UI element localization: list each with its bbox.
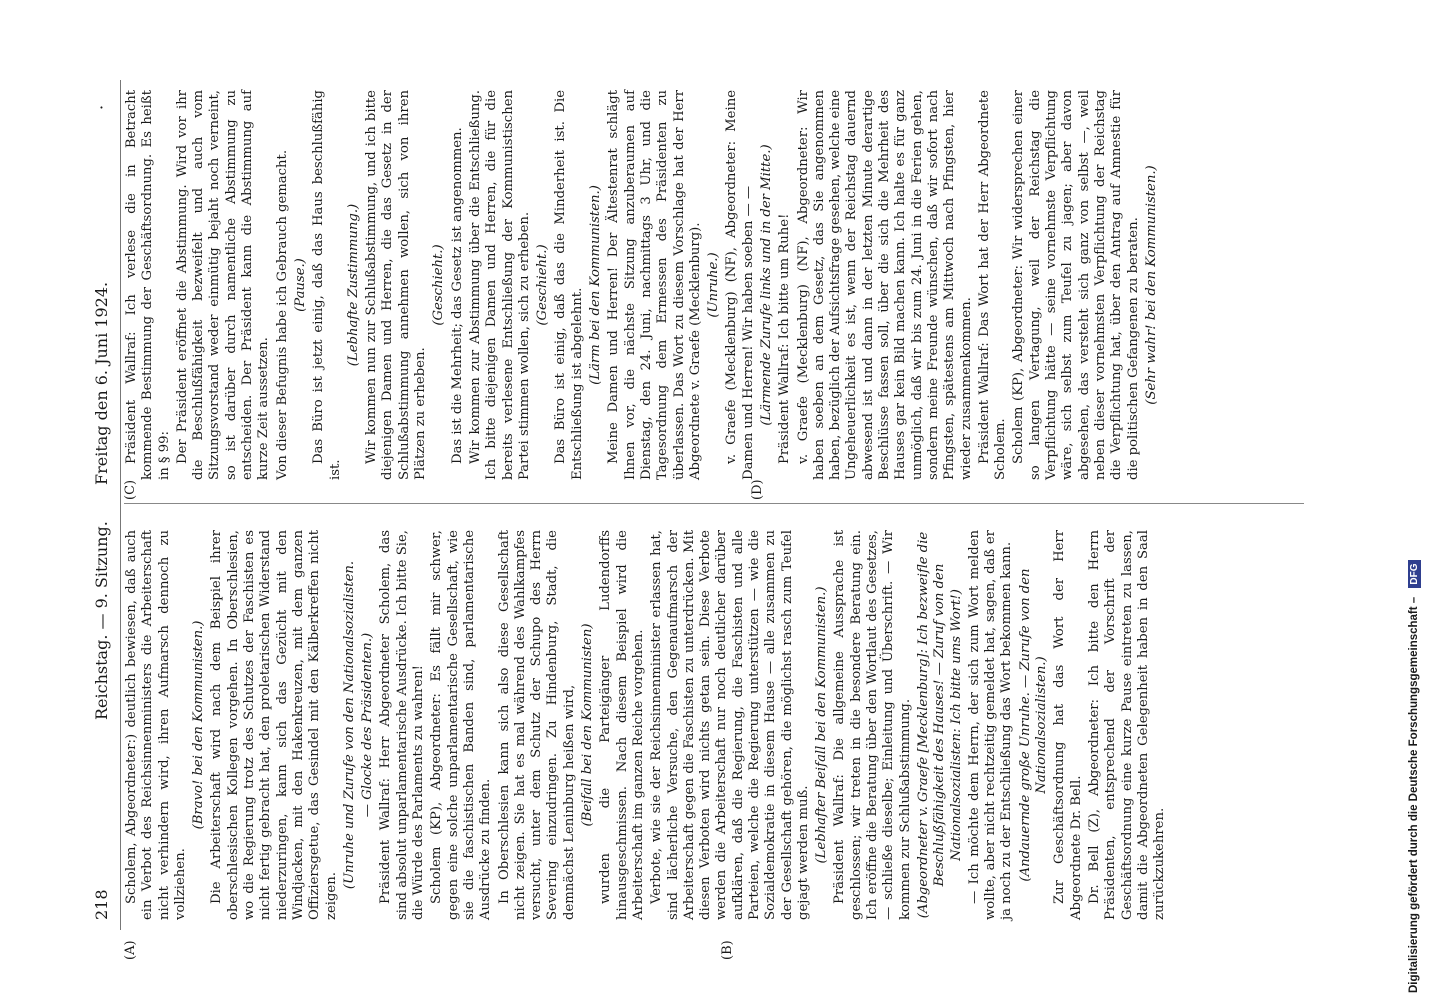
interjection: — Glocke des Präsidenten.) xyxy=(360,632,376,818)
paragraph: wurden die Parteigänger Ludendorffs hinausgeschmissen. Nach diesem Beispiel wird die Arbeiterschaft im ganzen Reiche vorgehen. xyxy=(598,530,646,920)
speaker-paragraph: Scholem (KP), Abgeordneter: Es fällt mir schwer, gegen eine solche unparlamentarische Gesellschaft, wie sie die faschistischen Banden sind, parlamentarische Ausdrücke zu finden. xyxy=(429,530,494,920)
interjection: (Abgeordneter v. Graefe [Mecklenburg]: Ich bezweifle die Beschlußfähigkeit des Hauses! — Zuruf von den Nationalsozialisten: Ich bitte ums Wort!) xyxy=(915,531,964,919)
margin-marker-c: (C) xyxy=(123,479,138,500)
paragraph: In Oberschlesien kann sich also diese Gesellschaft nicht zeigen. Sie hat es mal während des Wahlkampfes versucht, unter dem Schutz der Schupo des Herrn Severing einzudringen. Zu Hindenburg, Stadt, die demnächst Leninburg heißen wird, xyxy=(496,530,577,920)
header-rule xyxy=(120,80,121,930)
paragraph: Verbote, wie sie der Reichsinnenminister erlassen hat, sind lächerliche Versuche, den Gegenaufmarsch der Arbeiterschaft gegen die Faschisten zu unterdrücken. Mit diesen Verboten wird nichts getan sein. Diese Verbote werden die Arbeiterschaft nur noch deutlicher darüber aufklären, daß die Regierung, die Faschisten und alle Parteien, welche die Regierung unterstützen — wie die Sozialdemokratie in diesem Hause — alle zusammen zu der Gesellschaft gehören, die möglichst rasch zum Teufel gejagt werden muß. xyxy=(649,530,811,920)
paragraph: Das Büro ist einig, daß das die Minderheit ist. Die Entschließung ist abgelehnt. xyxy=(553,90,585,480)
speaker-paragraph: v. Graefe (Mecklenburg) (NF), Abgeordneter: Meine Damen und Herren! Wir haben soeben — — xyxy=(724,90,756,480)
paragraph: Scholem, Abgeordneter:) deutlich bewiesen, daß auch ein Verbot des Reichsinnenministers die Arbeiterschaft nicht verhindern wird, ihren Aufmarsch dennoch zu vollziehen. xyxy=(124,530,188,920)
interjection: (Bravo! bei den Kommunisten.) xyxy=(191,620,207,830)
margin-marker-b: (B) xyxy=(720,940,735,960)
paragraph: Das Büro ist jetzt einig, daß das Haus beschlußfähig ist. xyxy=(311,90,343,480)
right-column xyxy=(124,90,1162,480)
interjection: (Lärmende Zurufe links und in der Mitte.) xyxy=(758,144,774,426)
speaker-paragraph: Präsident Wallraf: Herr Abgeordneter Scholem, das sind absolut unparlamentarische Ausdrücke. Ich bitte Sie, die Würde des Parlaments zu wahren! xyxy=(378,530,427,920)
paragraph: Von dieser Befugnis habe ich Gebrauch gemacht. xyxy=(274,149,290,480)
speaker-paragraph: Scholem (KP), Abgeordneter: Wir widersprechen einer so langen Vertagung, weil der Reichstag die Verpflichtung hätte — seine vornehmste Verpflichtung wäre, sich selbst zum Teufel zu jagen; aber davon abgesehen, das versteht sich ganz von selbst —, weil neben dieser vornehmsten Verpflichtung der Reichstag die Verpflichtung hat, über den Antrag auf Amnestie für die politischen Gefangenen zu beraten. xyxy=(1011,90,1141,480)
interjection: (Lebhafter Beifall bei den Kommunisten.) xyxy=(814,586,830,864)
speaker-paragraph: Präsident Wallraf: Ich bitte um Ruhe! xyxy=(777,213,793,464)
page-number: 218 xyxy=(92,889,111,920)
speaker-paragraph: Präsident Wallraf: Ich verlese die in Betracht kommende Bestimmung der Geschäftsordnung. Es heißt in § 99: xyxy=(124,90,172,480)
speaker-paragraph: Präsident Wallraf: Die allgemeine Aussprache ist geschlossen; wir treten in die besondere Beratung ein. Ich eröffne die Beratung über den Wortlaut des Gesetzes, — schließe dieselbe; Einleitung und Überschrift. — Wir kommen zur Schlußabstimmung. xyxy=(832,530,913,920)
speaker-paragraph: v. Graefe (Mecklenburg) (NF), Abgeordneter: Wir haben soeben an dem Gesetz, das Sie angenommen haben, bezüglich der Aufsichtsfrage gesehen, welche eine Ungeheuerlichkeit es ist, wenn der Reichstag dauernd abwesend ist und dann in der letzten Minute derartige Beschlüsse fassen soll, über die sich die Mehrheit des Hauses gar kein Bild machen kann. Ich halte es für ganz unmöglich, daß wir bis zum 24. Juni in die Ferien gehen, sondern meine Freunde wünschen, daß wir sofort nach Pfingsten, spätestens am Mittwoch nach Pfingsten, hier wieder zusammenkommen. xyxy=(795,90,974,480)
interjection: (Lebhafte Zustimmung.) xyxy=(345,203,361,367)
left-column xyxy=(124,530,1170,920)
speaker-paragraph: Präsident Wallraf: Das Wort hat der Herr Abgeordnete Scholem. xyxy=(976,90,1009,480)
speaker-paragraph: Dr. Bell (Z), Abgeordneter: Ich bitte den Herrn Präsidenten, entsprechend der Vorschrift der Geschäftsordnung eine kurze Pause eintreten zu lassen, damit die Abgeordneten Gelegenheit haben in den Saal zurückzukehren. xyxy=(1086,530,1168,920)
funding-note xyxy=(1408,3,1430,993)
paragraph: Wir kommen nun zur Schlußabstimmung, und ich bitte diejenigen Damen und Herren, die das Gesetz in der Schlußabstimmung annehmen wollen, sich von ihren Plätzen zu erheben. xyxy=(364,90,429,480)
interjection: (Unruhe.) xyxy=(706,252,722,318)
paragraph: — Ich möchte dem Herrn, der sich zum Wort melden wollte, aber nicht rechtzeitig gemeldet hat, sagen, daß er ja noch zu der Entschließung das Wort bekommen kann. xyxy=(966,530,1015,920)
session-date: Freitag den 6. Juni 1924. xyxy=(92,281,111,485)
interjection: (Andauernde große Unruhe. — Zurufe von den Nationalsozialisten.) xyxy=(1017,568,1050,882)
paragraph: Zur Geschäftsordnung hat das Wort der Herr Abgeordnete Dr. Bell. xyxy=(1052,530,1084,920)
running-header xyxy=(90,80,118,920)
header-mark: · xyxy=(92,104,111,110)
interjection: (Sehr wahr! bei den Kommunisten.) xyxy=(1143,165,1159,405)
session-title: Reichstag. — 9. Sitzung. xyxy=(92,521,111,720)
paragraph: Die Arbeiterschaft wird nach dem Beispiel ihrer oberschlesischen Kollegen vorgehen. In Oberschlesien, wo die Regierung trotz des Schutzes der Faschisten es nicht fertig gebracht hat, den proletarischen Widerstand niederzuringen, kann sich das Gezücht mit den Windjacken, mit den Hakenkreuzen, mit dem ganzen Offiziersgetue, das Gesindel mit den Kälberkreffen nicht zeigen. xyxy=(209,530,339,920)
margin-marker-d: (D) xyxy=(750,479,765,500)
paragraph: Das ist die Mehrheit; das Gesetz ist angenommen. xyxy=(449,127,465,464)
interjection: (Lärm bei den Kommunisten.) xyxy=(588,185,604,385)
dfg-logo: DFG xyxy=(1408,561,1421,588)
paragraph: Meine Damen und Herren! Der Ältestenrat schlägt Ihnen vor, die nächste Sitzung anzuberaumen auf Dienstag, den 24. Juni, nachmittags 3 Uhr, und die Tagesordnung dem Ermessen des Präsidenten zu überlassen. Das Wort zu diesem Vorschlage hat der Herr Abgeordnete v. Graefe (Mecklenburg). xyxy=(606,90,703,480)
interjection: (Geschieht.) xyxy=(431,244,447,326)
interjection: (Geschieht.) xyxy=(535,244,551,326)
margin-marker-a: (A) xyxy=(123,940,138,960)
funding-text: Digitalisierung gefördert durch die Deutsche Forschungsgemeinschaft – xyxy=(1408,596,1420,993)
interjection: (Pause.) xyxy=(292,258,308,312)
quoted-rule: Der Präsident eröffnet die Abstimmung. Wird vor ihr die Beschlußfähigkeit bezweifelt und auch vom Sitzungsvorstand weder einmütig bejaht noch verneint, so ist darüber durch namentliche Abstimmung zu entscheiden. Der Präsident kann die Abstimmung auf kurze Zeit aussetzen. xyxy=(174,90,272,480)
column-rule xyxy=(124,503,1304,504)
interjection: (Unruhe und Zurufe von den Nationalsozialisten. xyxy=(341,560,357,890)
paragraph: Wir kommen zur Abstimmung über die Entschließung. Ich bitte diejenigen Damen und Herren, die für die bereits verlesene Entschließung der Kommunistischen Partei stimmen wollen, sich zu erheben. xyxy=(467,90,532,480)
interjection: (Beifall bei den Kommunisten) xyxy=(580,623,596,827)
rotated-page-content xyxy=(90,80,1300,960)
